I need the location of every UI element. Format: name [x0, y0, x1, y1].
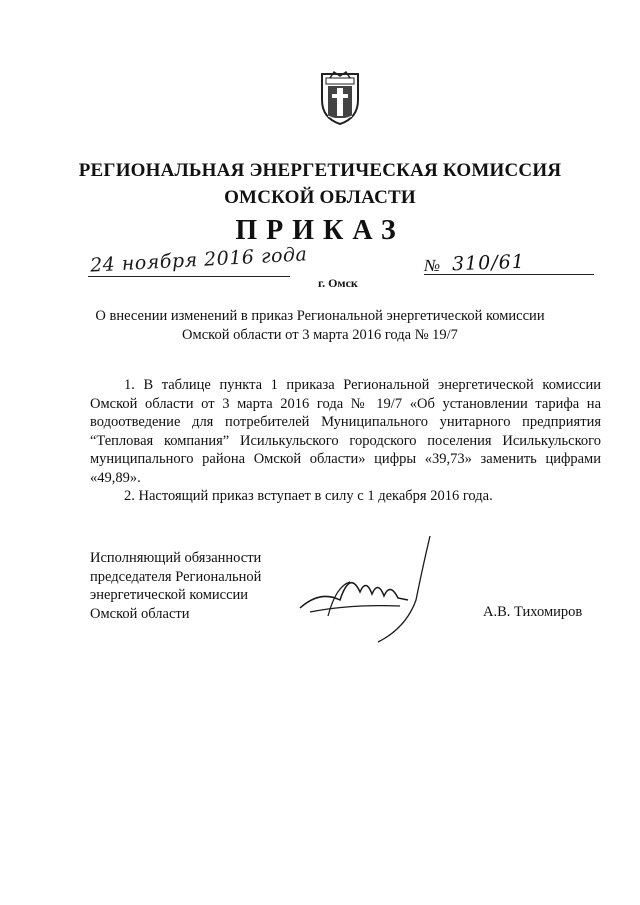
number-underline	[424, 274, 594, 275]
number-handwritten: 310/61	[451, 250, 526, 276]
date-underline	[88, 276, 290, 277]
position-line-4: Омской области	[90, 605, 190, 622]
body-paragraph-1: 1. В таблице пункта 1 приказа Региональной энергетической комиссии Омской области от 3 марта 2016 года № 19/7 «Об установлении тарифа на водоотведение для потребителей Муниципального унитарного предприятия “Тепловая компания” Исилькульского городского поселения Исилькульского муниципального района Омской области» цифры «39,73» заменить цифрами «49,89».	[90, 377, 601, 486]
document-subject	[80, 307, 560, 345]
position-line-3: энергетической комиссии	[90, 587, 249, 603]
document-type: ПРИКАЗ	[235, 215, 405, 246]
number-prefix: №	[424, 256, 441, 275]
position-line-2: председателя Региональной	[90, 568, 262, 585]
org-line-1: РЕГИОНАЛЬНАЯ ЭНЕРГЕТИЧЕСКАЯ КОМИССИЯ	[78, 160, 562, 181]
signer-position	[90, 549, 261, 623]
coat-of-arms-icon	[318, 70, 362, 126]
city-label: г. Омск	[318, 276, 358, 290]
date-handwritten: 24 ноября 2016 года	[89, 243, 308, 277]
body-paragraph-2: 2. Настоящий приказ вступает в силу с 1 декабря 2016 года.	[124, 488, 493, 504]
signer-name: А.В. Тихомиров	[483, 604, 583, 620]
subject-line-1: О внесении изменений в приказ Региональной энергетической комиссии	[95, 308, 545, 324]
subject-line-2: Омской области от 3 марта 2016 года № 19/7	[182, 327, 458, 343]
handwritten-signature-icon	[280, 530, 440, 650]
document-body	[90, 376, 601, 506]
org-line-2: ОМСКОЙ ОБЛАСТИ	[224, 187, 416, 208]
position-line-1: Исполняющий обязанности	[90, 550, 262, 566]
organization-title	[0, 157, 640, 211]
